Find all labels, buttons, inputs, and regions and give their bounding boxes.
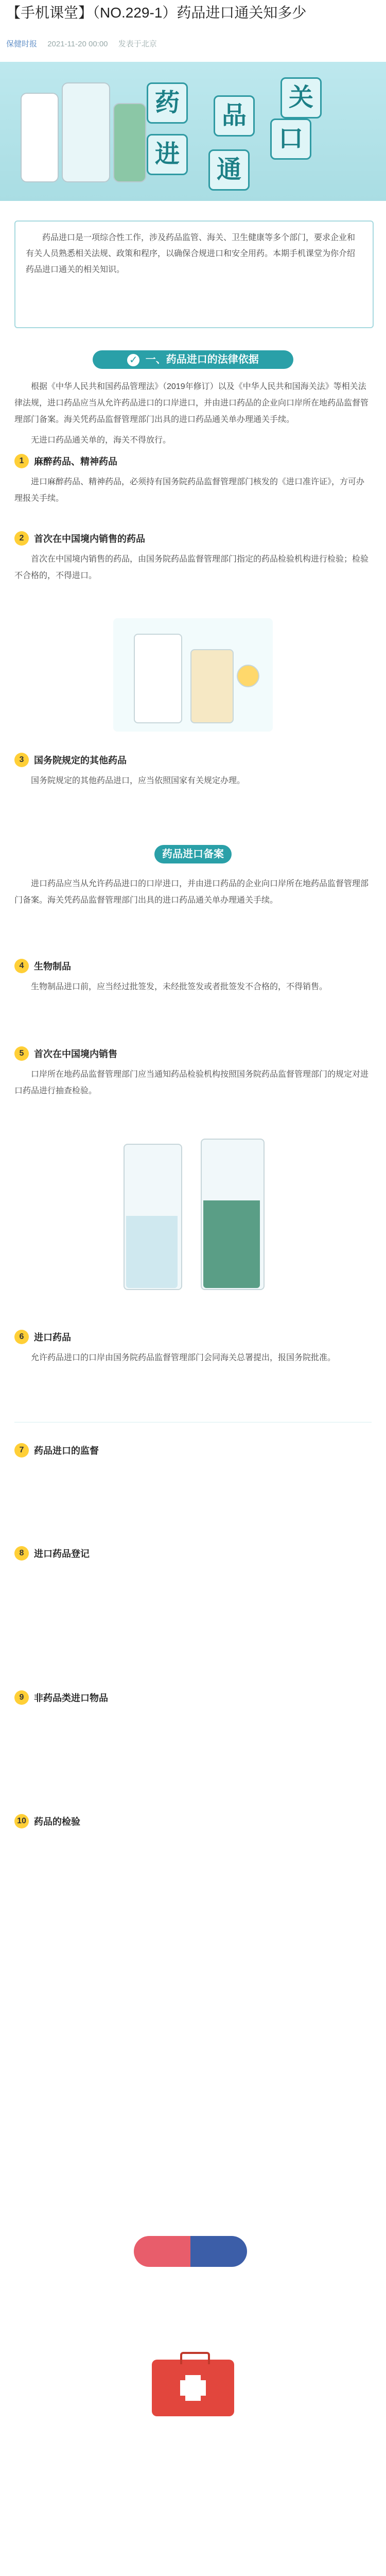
hero-bottle-illustration	[62, 82, 110, 182]
section-ribbon-label: 药品进口备案	[162, 849, 224, 860]
subhead-paragraph: 进口麻醉药品、精神药品，必须持有国务院药品监督管理部门核发的《进口准许证》，方可办理报关手续。	[14, 478, 365, 503]
subhead-text-block	[14, 474, 372, 511]
subhead-text: 生物制品	[34, 961, 71, 972]
hero-char: 药	[147, 82, 188, 124]
subhead-text-block	[14, 773, 372, 793]
check-icon: ✓	[127, 354, 139, 366]
mid-paragraph: 允许药品进口的口岸由国务院药品监督管理部门会同海关总署提出，报国务院批准。	[31, 1353, 336, 1362]
mid-paragraph: 进口药品应当从允许药品进口的口岸进口，并由进口药品的企业向口岸所在地药品监督管理部门备案。海关凭药品监督管理部门出具的进口药品通关单办理通关手续。	[14, 879, 369, 905]
mid-paragraph: 口岸所在地药品监督管理部门应当通知药品检验机构按照国务院药品监督管理部门的规定对进口药品进行抽查检验。	[14, 1070, 369, 1095]
subhead-paragraph: 首次在中国境内销售的药品，由国务院药品监督管理部门指定的药品检验机构进行检验；检验不合格的，不得进口。	[14, 555, 369, 580]
hero-char: 口	[270, 118, 311, 160]
article-meta	[6, 38, 157, 49]
subhead-text: 首次在中国境内销售	[34, 1049, 117, 1059]
subhead	[14, 1546, 90, 1561]
section-text	[14, 379, 372, 453]
subhead-paragraph: 国务院规定的其他药品进口，应当依照国家有关规定办理。	[31, 776, 245, 785]
account-name[interactable]: 保健时报	[6, 40, 38, 48]
mid-text	[14, 876, 372, 913]
subhead	[14, 1329, 71, 1345]
subhead-number: 8	[14, 1546, 29, 1561]
subhead-text: 药品的检验	[34, 1817, 80, 1827]
section-paragraph: 根据《中华人民共和国药品管理法》（2019年修订）以及《中华人民共和国海关法》等相关法律法规，进口药品应当从允许药品进口的口岸进口，并由进口药品的企业向口岸所在地药品监督管理部门备案。海关凭药品监督管理部门出具的进口药品通关单办理通关手续。	[14, 382, 369, 424]
subhead-number: 5	[14, 1046, 29, 1061]
liquid-fill	[203, 1200, 260, 1288]
first-aid-illustration	[144, 2339, 242, 2421]
mid-text	[14, 1350, 372, 1370]
publish-location: 发表于北京	[118, 40, 157, 48]
medicine-illustration	[113, 618, 273, 732]
cross-icon	[180, 2380, 206, 2396]
article-header	[0, 0, 386, 62]
subhead	[14, 453, 117, 469]
subhead	[14, 1814, 80, 1829]
subhead-text-block	[14, 551, 372, 588]
subhead-number: 7	[14, 1443, 29, 1458]
subhead	[14, 1443, 99, 1458]
section-paragraph: 无进口药品通关单的，海关不得放行。	[31, 436, 171, 445]
subhead	[14, 958, 71, 974]
subhead-text: 首次在中国境内销售的药品	[34, 534, 145, 544]
subhead	[14, 752, 127, 768]
article-title: 【手机课堂】（NO.229-1）药品进口通关知多少	[6, 5, 307, 21]
pill-illustration	[113, 2215, 278, 2287]
subhead-number: 6	[14, 1330, 29, 1344]
intro-box	[14, 221, 374, 328]
hero-title-characters	[147, 72, 363, 191]
section-ribbon	[154, 845, 232, 863]
hero-bottle-illustration	[21, 93, 59, 182]
plus-icon	[237, 665, 259, 687]
subhead-number: 4	[14, 959, 29, 973]
capsule-icon	[134, 2236, 247, 2267]
subhead-paragraph: 生物制品进口前，应当经过批签发，未经批签发或者批签发不合格的，不得销售。	[31, 982, 328, 991]
hero-bottle-illustration	[113, 103, 146, 182]
subhead	[14, 531, 145, 546]
section-ribbon-label: 一、药品进口的法律依据	[145, 354, 259, 365]
subhead-number: 3	[14, 753, 29, 767]
mid-text	[14, 1066, 372, 1104]
subhead	[14, 1690, 108, 1705]
publish-time: 2021-11-20 00:00	[47, 40, 108, 48]
subhead-text: 非药品类进口物品	[34, 1693, 108, 1703]
subhead	[14, 1046, 117, 1061]
hero-char: 品	[214, 95, 255, 137]
hero-char: 通	[208, 149, 250, 191]
bottle-illustration	[190, 649, 234, 723]
hero-banner	[0, 62, 386, 201]
subhead-text: 麻醉药品、精神药品	[34, 456, 117, 467]
hero-char: 进	[147, 134, 188, 175]
subhead-number: 9	[14, 1690, 29, 1705]
first-aid-handle	[180, 2352, 210, 2364]
subhead-text: 进口药品	[34, 1332, 71, 1343]
subhead-text: 药品进口的监督	[34, 1446, 99, 1456]
subhead-text: 进口药品登记	[34, 1549, 90, 1559]
subhead-text: 国务院规定的其他药品	[34, 755, 127, 766]
subhead-number: 2	[14, 531, 29, 546]
subhead-text-block	[14, 979, 372, 999]
intro-paragraph: 药品进口是一项综合性工作，涉及药品监管、海关、卫生健康等多个部门，要求企业和有关人员熟悉相关法规、政策和程序，以确保合规进口和安全用药。本期手机课堂为你介绍药品进口通关的相关知识。	[26, 233, 356, 274]
hero-char: 关	[280, 77, 322, 118]
section-ribbon	[93, 350, 293, 369]
subhead-number: 1	[14, 454, 29, 468]
subhead-number: 10	[14, 1814, 29, 1828]
bottle-photo-illustration	[103, 1133, 283, 1298]
bottle-illustration	[134, 634, 182, 723]
liquid-fill	[126, 1216, 178, 1288]
